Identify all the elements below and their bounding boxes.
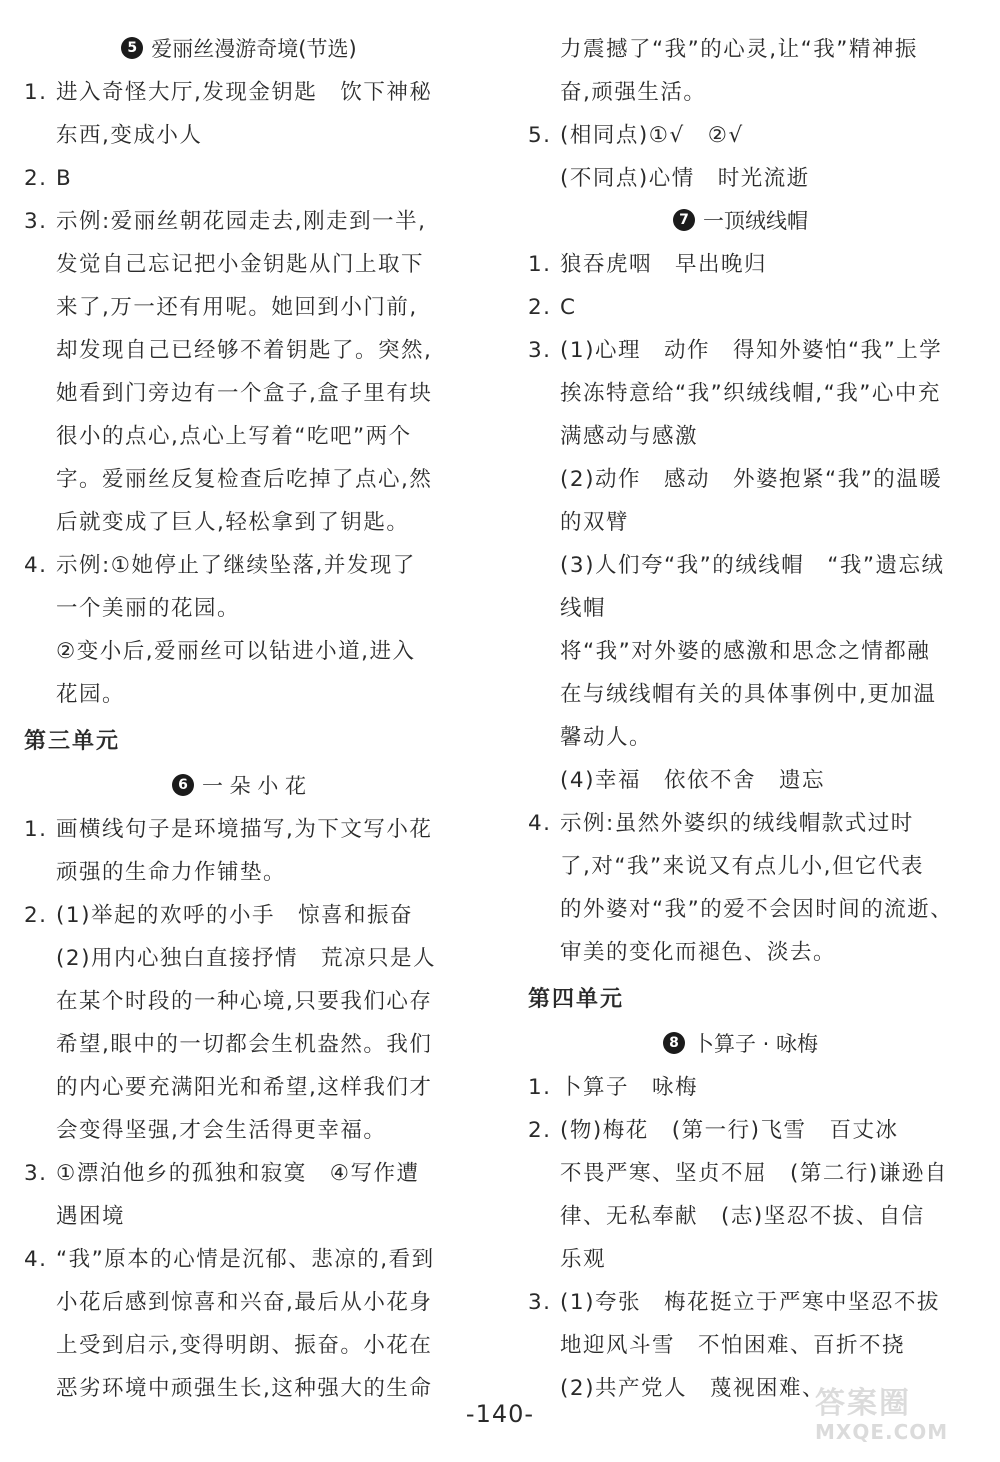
answer-continuation: 了,对“我”来说又有点儿小,但它代表 [560,854,924,879]
question-number: 1. [528,1075,552,1100]
answer-text: “我”原本的心情是沉郁、悲凉的,看到 [56,1247,435,1272]
answer-continuation: 律、无私奉献 (志)坚忍不拔、自信 [560,1204,925,1229]
answer-line [528,1281,953,1324]
page-number: -140- [465,1400,535,1428]
answer-continuation: (2)用内心独白直接抒情 荒凉只是人 [56,946,436,971]
answer-continuation: 地迎风斗雪 不怕困难、百折不挠 [560,1333,906,1358]
question-number: 1. [24,80,48,105]
answer-text: (物)梅花 (第一行)飞雪 百丈冰 [560,1118,899,1143]
answer-line [528,243,953,286]
question-number: 4. [528,811,552,836]
answer-continuation: ②变小后,爱丽丝可以钻进小道,进入 [56,639,416,664]
answer-continuation: 在某个时段的一种心境,只要我们心存 [56,989,433,1014]
answer-continuation: 审美的变化而褪色、淡去。 [560,940,837,965]
answer-text: 卜算子 咏梅 [560,1075,699,1100]
answer-continuation: 东西,变成小人 [56,123,203,148]
watermark-logo [815,1378,993,1458]
answer-continuation: 发觉自己忘记把小金钥匙从门上取下 [56,252,425,277]
lesson-number-badge: 7 [673,209,695,231]
answer-continuation: 馨动人。 [560,725,653,750]
answer-text: B [56,166,73,191]
answer-continuation: 花园。 [56,682,126,707]
answer-line [24,894,454,937]
question-number: 3. [24,1161,48,1186]
answer-text: (1)举起的欢呼的小手 惊喜和振奋 [56,903,413,928]
answer-line [24,157,454,200]
lesson-title [528,200,953,243]
answer-continuation: 挨冻特意给“我”织绒线帽,“我”心中充 [560,381,941,406]
answer-continuation: 顽强的生命力作铺垫。 [56,860,287,885]
answer-text: ①漂泊他乡的孤独和寂寞 ④写作遭 [56,1161,420,1186]
right-column [528,28,953,1410]
answer-continuation: 的双臂 [560,510,630,535]
lesson-title-text: 一顶绒线帽 [703,209,808,233]
lesson-title-text: 爱丽丝漫游奇境(节选) [151,37,357,61]
answer-line [24,71,454,114]
answer-continuation: (不同点)心情 时光流逝 [560,166,810,191]
question-number: 2. [528,1118,552,1143]
answer-text: 示例:虽然外婆织的绒线帽款式过时 [560,811,914,836]
answer-continuation: 来了,万一还有用呢。她回到小门前, [56,295,418,320]
answer-line [528,802,953,845]
answer-continuation: 很小的点心,点心上写着“吃吧”两个 [56,424,412,449]
unit-heading: 第四单元 [528,986,625,1012]
watermark-title: 答案圈 [815,1386,911,1421]
answer-continuation: 字。爱丽丝反复检查后吃掉了点心,然 [56,467,433,492]
answer-text: 示例:①她停止了继续坠落,并发现了 [56,553,416,578]
answer-line [528,1109,953,1152]
question-number: 3. [24,209,48,234]
answer-line [24,808,454,851]
answer-continuation: 线帽 [560,596,607,621]
answer-line [24,1238,454,1281]
lesson-title [24,28,454,71]
answer-continuation: 的内心要充满阳光和希望,这样我们才 [56,1075,433,1100]
answer-line [24,200,454,243]
answer-continuation: (2)共产党人 蔑视困难、 [560,1376,825,1401]
answer-continuation: 后就变成了巨人,轻松拿到了钥匙。 [56,510,410,535]
question-number: 1. [528,252,552,277]
question-number: 4. [24,553,48,578]
question-number: 2. [24,903,48,928]
answer-continuation: (2)动作 感动 外婆抱紧“我”的温暖 [560,467,943,492]
answer-text: 狼吞虎咽 早出晚归 [560,252,768,277]
answer-continuation: 遇困境 [56,1204,126,1229]
lesson-number-badge: 5 [121,37,143,59]
answer-text: 进入奇怪大厅,发现金钥匙 饮下神秘 [56,80,433,105]
answer-text: (1)心理 动作 得知外婆怕“我”上学 [560,338,943,363]
answer-continuation: 一个美丽的花园。 [56,596,241,621]
answer-line [528,1066,953,1109]
lesson-title [24,765,454,808]
answer-continuation: 上受到启示,变得明朗、振奋。小花在 [56,1333,433,1358]
lesson-title-text: 一 朵 小 花 [201,774,307,798]
answer-continuation: 乐观 [560,1247,607,1272]
answer-continuation: 力震撼了“我”的心灵,让“我”精神振 [560,37,918,62]
lesson-title [528,1023,953,1066]
answer-continuation: 的外婆对“我”的爱不会因时间的流逝、 [560,897,953,922]
question-number: 3. [528,338,552,363]
answer-continuation: 会变得坚强,才会生活得更幸福。 [56,1118,387,1143]
question-number: 1. [24,817,48,842]
answer-text: 画横线句子是环境描写,为下文写小花 [56,817,433,842]
question-number: 2. [24,166,48,191]
question-number: 2. [528,295,552,320]
answer-continuation: (4)幸福 依依不舍 遗忘 [560,768,825,793]
question-number: 4. [24,1247,48,1272]
question-number: 3. [528,1290,552,1315]
answer-text: (相同点)①√ ②√ [560,123,744,148]
answer-line [24,1152,454,1195]
answer-continuation: 希望,眼中的一切都会生机盎然。我们 [56,1032,433,1057]
answer-line [528,286,953,329]
answer-line [528,114,953,157]
lesson-number-badge: 6 [172,774,194,796]
answer-continuation: 她看到门旁边有一个盒子,盒子里有块 [56,381,433,406]
answer-continuation: 恶劣环境中顽强生长,这种强大的生命 [56,1376,433,1401]
watermark-site: MXQE.COM [815,1420,949,1444]
unit-heading: 第三单元 [24,728,121,754]
answer-continuation: 在与绒线帽有关的具体事例中,更加温 [560,682,937,707]
lesson-title-text: 卜算子 · 咏梅 [692,1032,819,1056]
answer-text: C [560,295,577,320]
answer-line [528,329,953,372]
answer-continuation: 却发现自己已经够不着钥匙了。突然, [56,338,433,363]
left-column [24,28,454,1410]
answer-continuation: 不畏严寒、坚贞不屈 (第二行)谦逊自 [560,1161,948,1186]
answer-continuation: 奋,顽强生活。 [560,80,707,105]
answer-text: 示例:爱丽丝朝花园走去,刚走到一半, [56,209,427,234]
answer-continuation: 将“我”对外婆的感激和思念之情都融 [560,639,931,664]
lesson-number-badge: 8 [663,1032,685,1054]
answer-continuation: (3)人们夸“我”的绒线帽 “我”遗忘绒 [560,553,945,578]
answer-text: (1)夸张 梅花挺立于严寒中坚忍不拔 [560,1290,940,1315]
question-number: 5. [528,123,552,148]
answer-line [24,544,454,587]
answer-continuation: 小花后感到惊喜和兴奋,最后从小花身 [56,1290,433,1315]
answer-continuation: 满感动与感激 [560,424,699,449]
